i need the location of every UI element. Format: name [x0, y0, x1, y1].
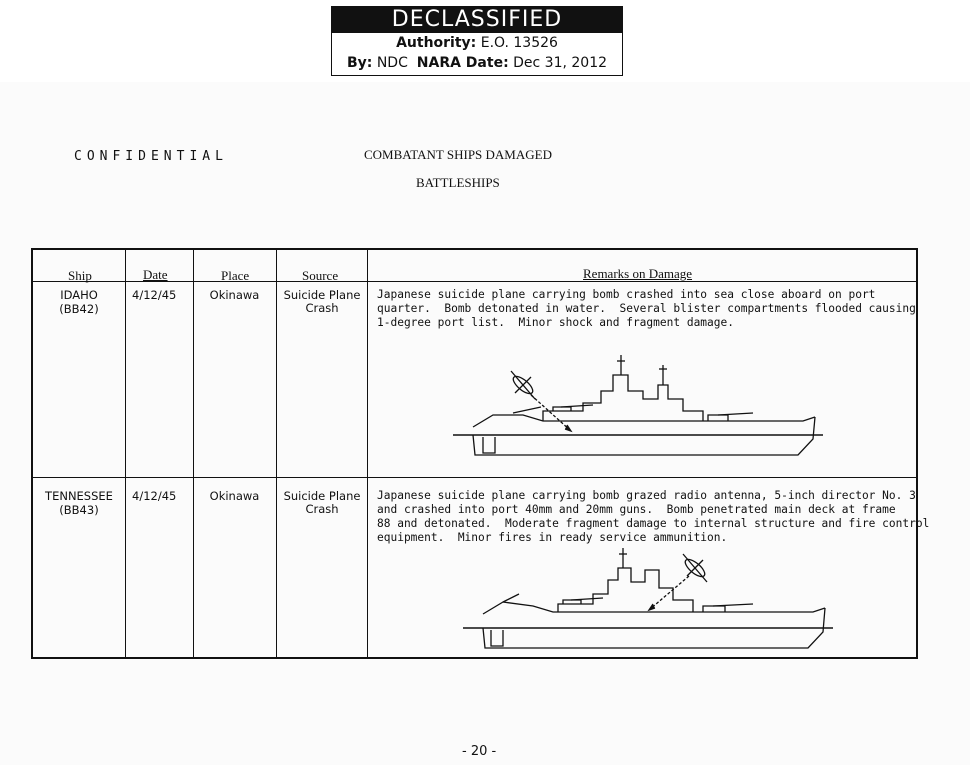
column-header-date: Date: [143, 267, 168, 282]
remarks-line: 88 and detonated. Moderate fragment damage to internal structure and fire control: [377, 517, 930, 530]
stamp-by-value: NDC: [376, 55, 408, 71]
stamp-authority-value: E.O. 13526: [480, 35, 558, 51]
column-header-ship: Ship: [68, 268, 92, 283]
date-cell: 4/12/45: [132, 489, 177, 503]
row-divider: [33, 477, 916, 478]
remarks-line: equipment. Minor fires in ready service ammunition.: [377, 531, 728, 544]
remarks-line: quarter. Bomb detonated in water. Several blister compartments flooded causing: [377, 302, 916, 315]
battleship-tennessee-drawing: [463, 548, 833, 653]
column-header-source: Source: [302, 268, 339, 283]
column-header-remarks: Remarks on Damage: [583, 266, 693, 281]
ship-name: TENNESSEE: [45, 489, 113, 503]
remarks-line: Japanese suicide plane carrying bomb grazed radio antenna, 5-inch director No. 3: [377, 489, 916, 502]
stamp-by-line: [332, 53, 622, 73]
place-cell: Okinawa: [209, 288, 260, 302]
page-number: - 20 -: [462, 744, 497, 759]
hull-number: (BB42): [59, 302, 99, 316]
source-line-1: Suicide Plane: [283, 489, 361, 503]
column-divider: [125, 250, 126, 657]
battleship-idaho-drawing: [453, 355, 823, 460]
classification-marking: CONFIDENTIAL: [74, 149, 228, 164]
stamp-authority-label: Authority:: [396, 35, 477, 51]
stamp-nara-label: NARA Date:: [416, 55, 509, 71]
source-line-2: Crash: [305, 502, 339, 516]
hull-number: (BB43): [59, 503, 99, 517]
stamp-heading: DECLASSIFIED: [332, 7, 622, 33]
remarks-line: Japanese suicide plane carrying bomb crashed into sea close aboard on port: [377, 288, 876, 301]
remarks-line: 1-degree port list. Minor shock and fragment damage.: [377, 316, 734, 329]
damage-table: [31, 248, 930, 659]
stamp-by-label: By:: [346, 55, 373, 71]
remarks-line: and crashed into port 40mm and 20mm guns. Bomb penetrated main deck at frame: [377, 503, 896, 516]
stamp-authority-line: [332, 33, 622, 53]
column-header-place: Place: [221, 268, 250, 283]
ship-name: IDAHO: [60, 288, 98, 302]
column-divider: [193, 250, 194, 657]
place-cell: Okinawa: [209, 489, 260, 503]
document-title: COMBATANT SHIPS DAMAGED: [364, 147, 552, 162]
declassified-stamp: [331, 6, 623, 76]
source-line-1: Suicide Plane: [283, 288, 361, 302]
document-subtitle: BATTLESHIPS: [416, 175, 500, 190]
date-cell: 4/12/45: [132, 288, 177, 302]
stamp-nara-value: Dec 31, 2012: [513, 55, 608, 71]
source-line-2: Crash: [305, 301, 339, 315]
